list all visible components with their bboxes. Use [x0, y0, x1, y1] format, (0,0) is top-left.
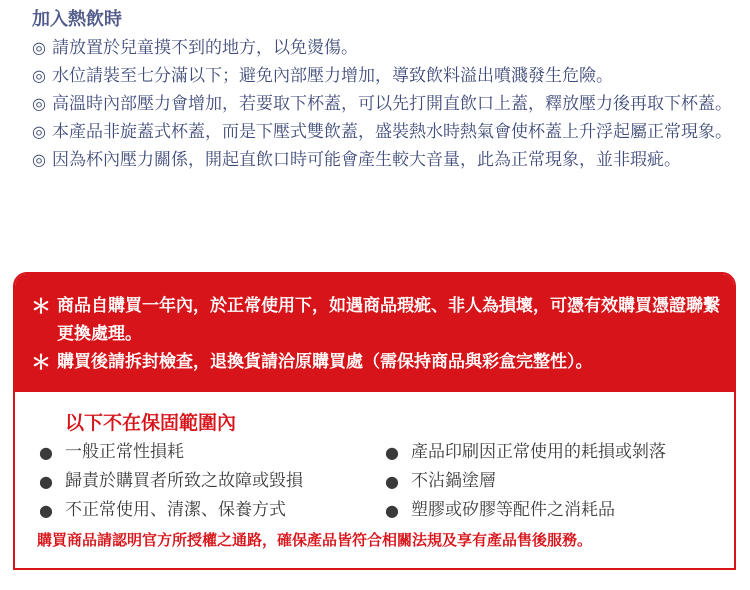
bullet-dot-icon: ●	[39, 443, 53, 462]
hot-note	[32, 62, 732, 90]
warranty-line-text: 購買後請拆封檢查，退換貨請洽原購買處（需保持商品與彩盒完整性）。	[57, 352, 593, 372]
list-item-text: 歸責於購買者所致之故障或毀損	[65, 471, 303, 491]
hot-note	[32, 90, 732, 118]
hot-note-text: 高溫時內部壓力會增加，若要取下杯蓋，可以先打開直飲口上蓋，釋放壓力後再取下杯蓋。	[52, 94, 732, 114]
bullet-dot-icon: ●	[39, 472, 53, 491]
list-item-text: 不正常使用、清潔、保養方式	[65, 500, 286, 520]
asterisk-icon: ＊	[31, 350, 51, 374]
exclusion-section	[15, 392, 734, 568]
exclusion-list-right	[385, 438, 666, 525]
warranty-line	[31, 292, 720, 348]
hot-note-text: 本產品非旋蓋式杯蓋，而是下壓式雙飲蓋，盛裝熱水時熱氣會使杯蓋上升浮起屬正常現象。	[52, 122, 732, 142]
bullet-dot-icon: ●	[385, 501, 399, 520]
warranty-header	[15, 274, 734, 392]
double-circle-bullet-icon: ◎	[32, 94, 46, 113]
list-item	[385, 438, 666, 467]
hot-note-text: 因為杯內壓力關係，開起直飲口時可能會產生較大音量，此為正常現象，並非瑕疵。	[52, 150, 681, 170]
list-item-text: 產品印刷因正常使用的耗損或剝落	[411, 442, 666, 462]
double-circle-bullet-icon: ◎	[32, 150, 46, 169]
hot-drink-section	[32, 6, 732, 174]
exclusion-title: 以下不在保固範圍內	[65, 412, 237, 434]
hot-drink-title: 加入熱飲時	[32, 9, 122, 30]
hot-note	[32, 118, 732, 146]
list-item-text: 塑膠或矽膠等配件之消耗品	[411, 500, 615, 520]
double-circle-bullet-icon: ◎	[32, 66, 46, 85]
double-circle-bullet-icon: ◎	[32, 122, 46, 141]
warranty-box	[13, 272, 736, 570]
authorized-channel-note: 購買商品請認明官方所授權之通路，確保產品皆符合相關法規及享有產品售後服務。	[37, 531, 593, 549]
list-item	[39, 496, 303, 525]
hot-note	[32, 146, 732, 174]
list-item	[39, 438, 303, 467]
warranty-line	[31, 348, 720, 376]
list-item	[385, 467, 666, 496]
bullet-dot-icon: ●	[385, 443, 399, 462]
asterisk-icon: ＊	[31, 294, 51, 318]
bullet-dot-icon: ●	[385, 472, 399, 491]
list-item-text: 不沾鍋塗層	[411, 471, 496, 491]
hot-note-text: 請放置於兒童摸不到的地方，以免燙傷。	[52, 38, 358, 58]
hot-note-text: 水位請裝至七分滿以下；避免內部壓力增加，導致飲料溢出噴濺發生危險。	[52, 66, 613, 86]
bullet-dot-icon: ●	[39, 501, 53, 520]
list-item	[39, 467, 303, 496]
warranty-line-text: 商品自購買一年內，於正常使用下，如遇商品瑕疵、非人為損壞，可憑有效購買憑證聯繫更換處理。	[57, 296, 720, 344]
exclusion-list-left	[39, 438, 303, 525]
list-item	[385, 496, 666, 525]
double-circle-bullet-icon: ◎	[32, 38, 46, 57]
hot-note	[32, 34, 732, 62]
list-item-text: 一般正常性損耗	[65, 442, 184, 462]
